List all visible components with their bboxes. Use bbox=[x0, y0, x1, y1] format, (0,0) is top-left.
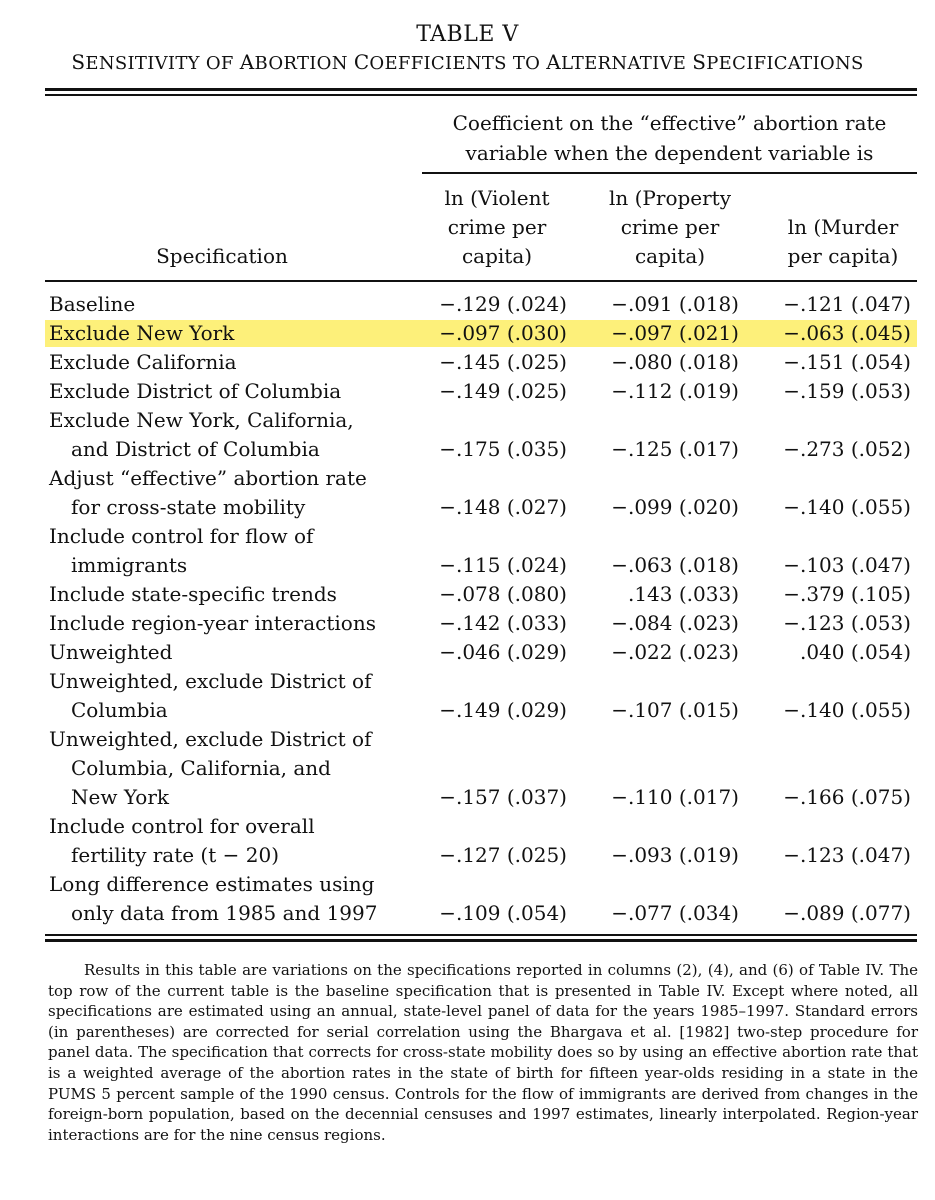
row-values bbox=[0, 609, 935, 638]
row-values bbox=[0, 348, 935, 377]
coefficient-cell: −.093 (.019) bbox=[611, 843, 739, 867]
top-rule bbox=[45, 88, 917, 91]
coefficient-cell: −.097 (.021) bbox=[611, 321, 739, 345]
row-values bbox=[0, 319, 935, 348]
row-values bbox=[0, 435, 935, 464]
row-values bbox=[0, 493, 935, 522]
column-header-line: capita) bbox=[634, 244, 706, 268]
spanning-header bbox=[422, 108, 917, 168]
table-row bbox=[0, 580, 935, 609]
coefficient-cell: −.142 (.033) bbox=[439, 611, 567, 635]
table-row bbox=[0, 609, 935, 638]
row-values bbox=[0, 290, 935, 319]
coefficient-cell: −.148 (.027) bbox=[439, 495, 567, 519]
row-label-line: Include control for flow of bbox=[49, 524, 314, 548]
table-notes bbox=[48, 960, 918, 1145]
row-values bbox=[0, 696, 935, 725]
table-row bbox=[0, 464, 935, 522]
coefficient-cell: −.140 (.055) bbox=[783, 698, 911, 722]
coefficient-cell: −.123 (.047) bbox=[783, 843, 911, 867]
coefficient-cell: −.149 (.029) bbox=[439, 698, 567, 722]
row-label-line: New York bbox=[71, 785, 169, 809]
coefficient-cell: −.140 (.055) bbox=[783, 495, 911, 519]
table-row bbox=[0, 812, 935, 870]
coefficient-cell: −.078 (.080) bbox=[439, 582, 567, 606]
table-body bbox=[0, 290, 935, 928]
row-values bbox=[0, 899, 935, 928]
coefficient-cell: −.112 (.019) bbox=[611, 379, 739, 403]
row-label-line: and District of Columbia bbox=[71, 437, 320, 461]
row-label-line: Exclude New York bbox=[49, 321, 235, 345]
table-row bbox=[0, 725, 935, 812]
coefficient-cell: −.099 (.020) bbox=[611, 495, 739, 519]
coefficient-cell: −.151 (.054) bbox=[783, 350, 911, 374]
coefficient-cell: −.107 (.015) bbox=[611, 698, 739, 722]
coefficient-cell: −.157 (.037) bbox=[439, 785, 567, 809]
coefficient-cell: −.046 (.029) bbox=[439, 640, 567, 664]
coefficient-cell: .040 (.054) bbox=[799, 640, 911, 664]
row-label-line: for cross-state mobility bbox=[71, 495, 306, 519]
table-row bbox=[0, 638, 935, 667]
coefficient-cell: .143 (.033) bbox=[627, 582, 739, 606]
coefficient-cell: −.125 (.017) bbox=[611, 437, 739, 461]
row-label-line: Columbia, California, and bbox=[71, 756, 331, 780]
row-label-line: Exclude New York, California, bbox=[49, 408, 354, 432]
coefficient-cell: −.115 (.024) bbox=[439, 553, 567, 577]
coefficient-cell: −.166 (.075) bbox=[783, 785, 911, 809]
coefficient-cell: −.084 (.023) bbox=[611, 611, 739, 635]
row-label-line: Unweighted, exclude District of bbox=[49, 727, 372, 751]
column-header-murder bbox=[758, 213, 928, 271]
column-header-line: per capita) bbox=[787, 244, 899, 268]
coefficient-cell: −.123 (.053) bbox=[783, 611, 911, 635]
row-label-line: Include control for overall bbox=[49, 814, 315, 838]
coefficient-cell: −.159 (.053) bbox=[783, 379, 911, 403]
coefficient-cell: −.110 (.017) bbox=[611, 785, 739, 809]
coefficient-cell: −.103 (.047) bbox=[783, 553, 911, 577]
coefficient-cell: −.175 (.035) bbox=[439, 437, 567, 461]
table-title: TABLE V bbox=[416, 22, 519, 47]
table-row bbox=[0, 522, 935, 580]
row-label-line: Exclude California bbox=[49, 350, 237, 374]
row-label-line: Include state-specific trends bbox=[49, 582, 337, 606]
specification-header: Specification bbox=[156, 244, 288, 268]
column-header-line: ln (Violent bbox=[444, 186, 550, 210]
table-row bbox=[0, 377, 935, 406]
row-values bbox=[0, 841, 935, 870]
table-row bbox=[0, 348, 935, 377]
coefficient-cell: −.149 (.025) bbox=[439, 379, 567, 403]
row-values bbox=[0, 551, 935, 580]
table-row bbox=[0, 870, 935, 928]
coefficient-cell: −.097 (.030) bbox=[439, 321, 567, 345]
table-row-highlighted bbox=[0, 319, 935, 348]
row-values bbox=[0, 377, 935, 406]
coefficient-cell: −.109 (.054) bbox=[439, 901, 567, 925]
row-label-line: immigrants bbox=[71, 553, 188, 577]
row-label-line: Adjust “effective” abortion rate bbox=[49, 466, 367, 490]
row-label-line: only data from 1985 and 1997 bbox=[71, 901, 378, 925]
spanner-rule bbox=[422, 172, 917, 174]
table-subtitle-text: SENSITIVITY OF ABORTION COEFFICIENTS TO ALTERNATIVE SPECIFICATIONS bbox=[71, 50, 864, 74]
row-label-line: Long difference estimates using bbox=[49, 872, 375, 896]
column-header-line: ln (Murder bbox=[787, 215, 899, 239]
table-notes-text: Results in this table are variations on the specifications reported in columns (2), (4), and (6) of Table IV. The top row of the current table is the baseline specification that is presented in Table IV. Except where noted, all specifications are estimated using an annual, state-level panel of data for the years 1985–1997. Standard errors (in parentheses) are corrected for serial correlation using the Bhargava et al. [1982] two-step procedure for panel data. The specification that corrects for cross-state mobility does so by using an effective abortion rate that is a weighted average of the abortion rates in the state of birth for fifteen year-olds residing in a state in the PUMS 5 percent sample of the 1990 census. Controls for the flow of immigrants are derived from changes in the foreign-born population, based on the decennial censuses and 1997 estimates, linearly interpolated. Region-year interactions are for the nine census regions. bbox=[48, 961, 918, 1144]
table-row bbox=[0, 667, 935, 725]
top-rule-thin bbox=[45, 94, 917, 96]
row-label-line: Exclude District of Columbia bbox=[49, 379, 342, 403]
column-header-line: crime per bbox=[620, 215, 720, 239]
column-header-line: crime per bbox=[447, 215, 547, 239]
row-label-line: fertility rate (t − 20) bbox=[71, 843, 279, 867]
bottom-rule-heavy bbox=[45, 939, 917, 942]
coefficient-cell: −.063 (.018) bbox=[611, 553, 739, 577]
coefficient-cell: −.077 (.034) bbox=[611, 901, 739, 925]
coefficient-cell: −.080 (.018) bbox=[611, 350, 739, 374]
coefficient-cell: −.145 (.025) bbox=[439, 350, 567, 374]
table-row bbox=[0, 406, 935, 464]
coefficient-cell: −.089 (.077) bbox=[783, 901, 911, 925]
row-values bbox=[0, 783, 935, 812]
table-row bbox=[0, 290, 935, 319]
row-values bbox=[0, 580, 935, 609]
coefficient-cell: −.022 (.023) bbox=[611, 640, 739, 664]
coefficient-cell: −.063 (.045) bbox=[783, 321, 911, 345]
column-header-line: ln (Property bbox=[608, 186, 732, 210]
row-label-line: Columbia bbox=[71, 698, 168, 722]
column-header-line: capita) bbox=[461, 244, 533, 268]
bottom-rule bbox=[45, 934, 917, 936]
coefficient-cell: −.273 (.052) bbox=[783, 437, 911, 461]
spanning-header-line: variable when the dependent variable is bbox=[465, 141, 874, 165]
coefficient-cell: −.121 (.047) bbox=[783, 292, 911, 316]
column-header-property bbox=[585, 184, 755, 271]
spanning-header-line: Coefficient on the “effective” abortion rate bbox=[452, 111, 887, 135]
row-label-line: Unweighted bbox=[49, 640, 173, 664]
coefficient-cell: −.127 (.025) bbox=[439, 843, 567, 867]
row-label-line: Include region-year interactions bbox=[49, 611, 376, 635]
column-header-violent bbox=[412, 184, 582, 271]
row-label-line: Unweighted, exclude District of bbox=[49, 669, 372, 693]
table-subtitle bbox=[0, 50, 935, 74]
header-rule bbox=[45, 280, 917, 282]
coefficient-cell: −.129 (.024) bbox=[439, 292, 567, 316]
coefficient-cell: −.379 (.105) bbox=[783, 582, 911, 606]
row-label-line: Baseline bbox=[49, 292, 136, 316]
coefficient-cell: −.091 (.018) bbox=[611, 292, 739, 316]
row-values bbox=[0, 638, 935, 667]
